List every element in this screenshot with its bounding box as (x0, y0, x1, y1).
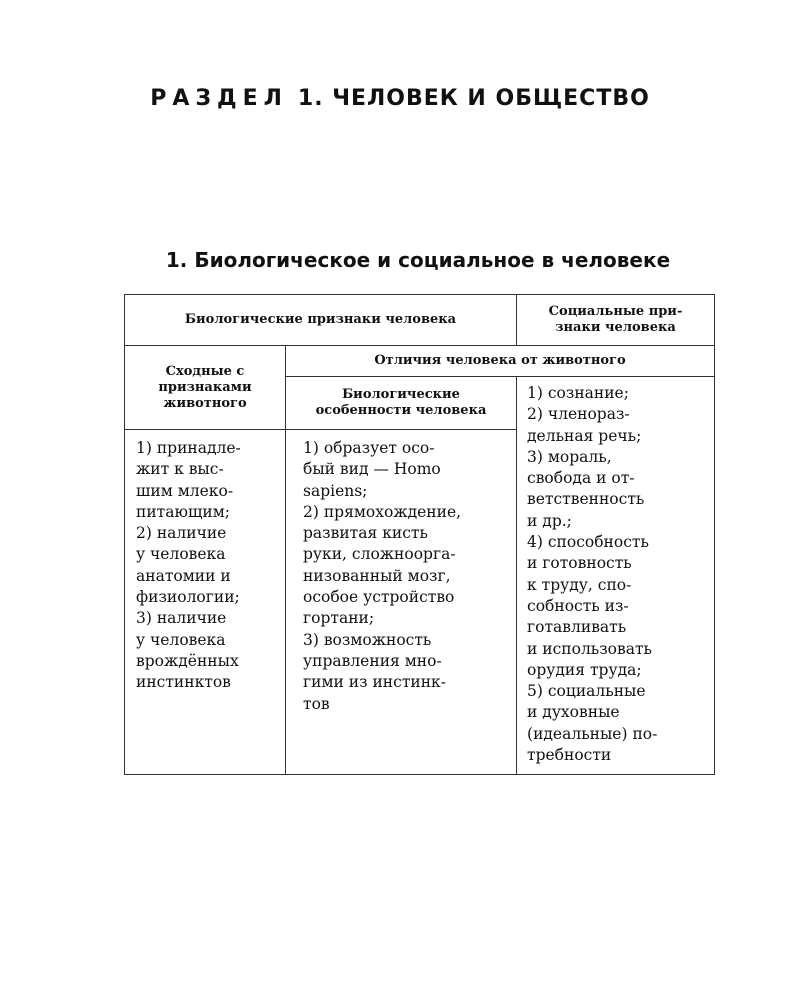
social-list: 1) сознание; 2) членораз- дельная речь; 3) мораль, свобода и от- ветственность и др.; 4) способность и готовность к труду, спо- собность из- готавливать и использовать орудия труда; 5) социальные и духовные (идеальные) по- требности (527, 384, 658, 765)
section-heading (0, 86, 800, 111)
chapter-title: 1. Биологическое и социальное в человеке (165, 248, 671, 272)
cell-bio-features (286, 430, 517, 775)
header-social-signs (517, 295, 715, 346)
header-differences (286, 346, 715, 377)
similar-list: 1) принадле- жит к выс- шим млеко- питающим; 2) наличие у человека анатомии и физиологии; 3) наличие у человека врождённых инстинктов (136, 439, 241, 692)
header-similar (125, 346, 286, 430)
header-differences-label: Отличия человека от животного (374, 353, 626, 368)
header-biological-signs-label: Биологические признаки человека (184, 312, 457, 327)
header-similar-label: Сходные с признаками животного (158, 363, 252, 411)
header-bio-features-label: Биологические особенности человека (315, 387, 487, 418)
cell-similar (125, 430, 286, 775)
section-prefix: РАЗДЕЛ (150, 86, 288, 111)
comparison-table (124, 294, 715, 775)
header-biological-signs (125, 295, 517, 346)
header-bio-features (286, 377, 517, 430)
cell-social (517, 377, 715, 775)
section-title: 1. ЧЕЛОВЕК И ОБЩЕСТВО (297, 86, 650, 111)
bio-features-list: 1) образует осо- бый вид — Homo sapiens; 2) прямохождение, развитая кисть руки, сложноорга- низованный мозг, особое устройство гортани; 3) возможность управления мно- гими из инстинк- тов (303, 439, 462, 713)
header-social-signs-label: Социальные при- знаки человека (548, 304, 683, 335)
